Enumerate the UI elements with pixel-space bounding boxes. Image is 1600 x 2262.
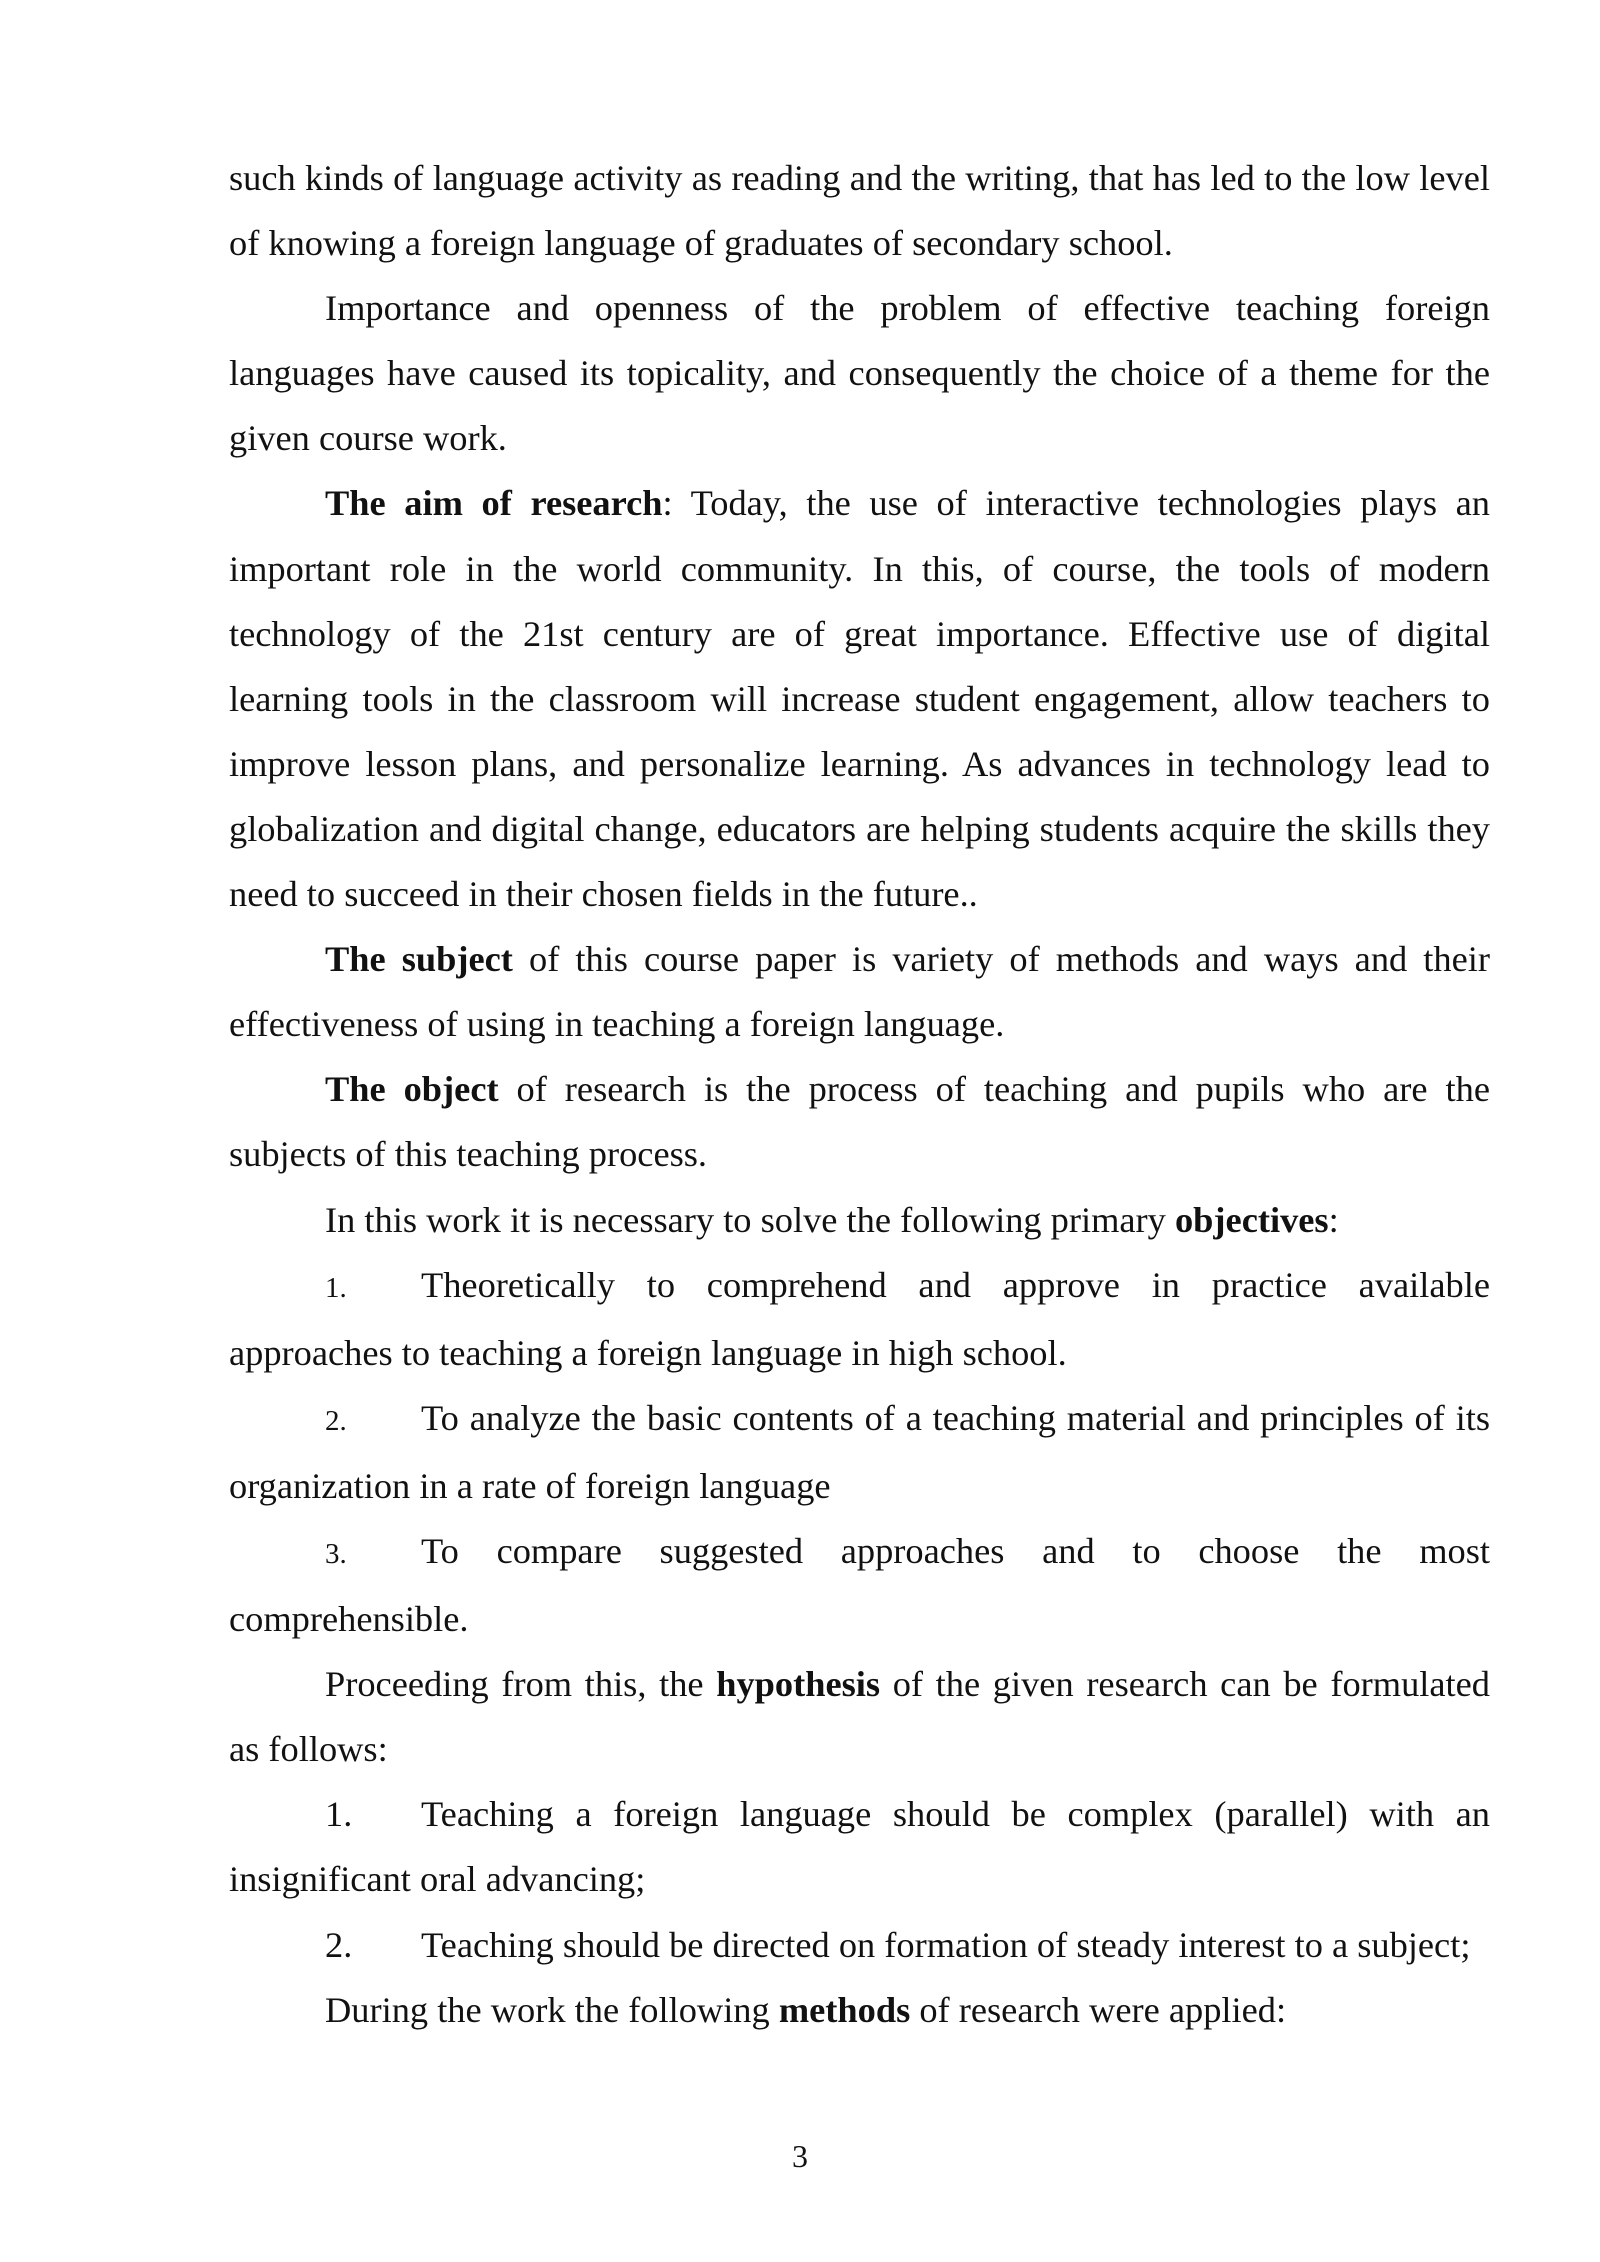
list-item-text: Theoretically to comprehend and approve in practice available approaches to teaching a foreign language in high school.	[229, 1264, 1490, 1373]
paragraph-text: Importance and openness of the problem of effective teaching foreign languages have caused its topicality, and consequently the choice of a theme for the given course work.	[229, 288, 1490, 459]
object-label: The object	[325, 1069, 499, 1110]
object-text: of research is the process of teaching and pupils who are the subjects of this teaching process.	[229, 1069, 1490, 1175]
hypothesis-intro-text: Proceeding from this, the	[325, 1664, 717, 1705]
list-item-objective-1	[229, 1253, 1490, 1386]
list-item-hypothesis-1	[229, 1782, 1490, 1912]
aim-label: The aim of research	[325, 483, 663, 524]
paragraph-subject	[229, 927, 1490, 1057]
list-item-text: Teaching a foreign language should be complex (parallel) with an insignificant oral advancing;	[229, 1794, 1490, 1900]
paragraph-continuation	[229, 146, 1490, 276]
objectives-label: objectives	[1174, 1199, 1329, 1240]
aim-text: : Today, the use of interactive technologies plays an important role in the world community. In this, of course, the tools of modern technology of the 21st century are of great importance. Effective use of digital learning tools in the classroom will increase student engagement, allow teachers to improve lesson plans, and personalize learning. As advances in technology lead to globalization and digital change, educators are helping students acquire the skills they need to succeed in their chosen fields in the future..	[229, 483, 1490, 915]
objectives-intro-text: In this work it is necessary to solve the following primary	[325, 1199, 1175, 1240]
list-number: 2.	[325, 1924, 353, 1965]
list-item-text: Teaching should be directed on formation of steady interest to a subject;	[421, 1924, 1471, 1965]
paragraph-objectives-intro	[229, 1188, 1490, 1253]
list-number: 3.	[325, 1537, 347, 1570]
page-number: 3	[792, 2138, 808, 2174]
list-number: 2.	[325, 1404, 347, 1437]
paragraph-methods-intro	[229, 1978, 1490, 2043]
paragraph-hypothesis-intro	[229, 1652, 1490, 1782]
list-number: 1.	[325, 1271, 347, 1304]
hypothesis-label: hypothesis	[716, 1664, 881, 1705]
list-item-text: To analyze the basic contents of a teaching material and principles of its organization in a rate of foreign language	[229, 1397, 1490, 1506]
paragraph-aim	[229, 471, 1490, 927]
objectives-colon: :	[1328, 1199, 1339, 1240]
list-item-objective-3	[229, 1519, 1490, 1652]
list-item-text: To compare suggested approaches and to choose the most comprehensible.	[229, 1530, 1490, 1640]
paragraph-importance	[229, 276, 1490, 471]
list-number: 1.	[325, 1794, 353, 1835]
methods-text: of research were applied:	[910, 1989, 1287, 2030]
paragraph-text: such kinds of language activity as reading and the writing, that has led to the low level of knowing a foreign language of graduates of secondary school.	[229, 158, 1490, 264]
paragraph-object	[229, 1057, 1490, 1187]
methods-intro-text: During the work the following	[325, 1989, 779, 2030]
subject-label: The subject	[325, 939, 513, 980]
methods-label: methods	[778, 1989, 911, 2030]
list-item-hypothesis-2	[229, 1913, 1490, 1978]
list-item-objective-2	[229, 1386, 1490, 1519]
subject-text: of this course paper is variety of methods and ways and their effectiveness of using in teaching a foreign language.	[229, 939, 1490, 1045]
body-text	[229, 146, 1490, 2043]
hypothesis-text: of the given research can be formulated as follows:	[229, 1664, 1490, 1770]
